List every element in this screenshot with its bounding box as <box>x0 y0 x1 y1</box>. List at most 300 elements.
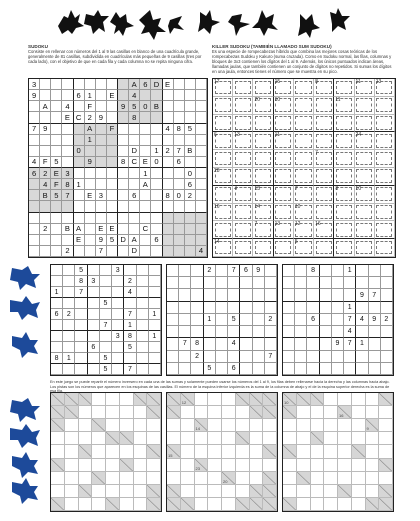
kakuro-entry-cell[interactable] <box>366 445 380 458</box>
sudoku16-cell[interactable] <box>85 235 96 246</box>
small-sudoku-cell[interactable] <box>179 351 191 363</box>
small-sudoku-cell[interactable]: 5 <box>75 265 87 276</box>
small-sudoku-cell[interactable] <box>240 326 252 338</box>
kakuro-entry-cell[interactable] <box>311 472 325 485</box>
killer-cell[interactable] <box>213 186 233 204</box>
kakuro-entry-cell[interactable] <box>283 459 297 472</box>
sudoku16-cell[interactable]: 7 <box>174 146 185 157</box>
small-sudoku-cell[interactable] <box>295 289 307 301</box>
small-sudoku-cell[interactable] <box>369 326 381 338</box>
sudoku16-cell[interactable]: 4 <box>40 179 51 190</box>
sudoku16-cell[interactable]: 4 <box>196 246 207 257</box>
small-sudoku-cell[interactable] <box>204 326 216 338</box>
sudoku16-cell[interactable] <box>140 90 151 101</box>
sudoku16-cell[interactable] <box>185 246 196 257</box>
kakuro-entry-cell[interactable] <box>222 419 236 432</box>
small-sudoku-cell[interactable] <box>344 277 356 289</box>
killer-cell[interactable] <box>375 97 395 115</box>
small-sudoku-cell[interactable] <box>88 265 100 276</box>
kakuro-clue-cell[interactable] <box>236 393 250 406</box>
kakuro-clue-cell[interactable] <box>51 393 65 406</box>
small-sudoku-cell[interactable] <box>179 363 191 375</box>
sudoku16-cell[interactable] <box>62 157 73 168</box>
kakuro-clue-cell[interactable] <box>65 406 79 419</box>
kakuro-entry-cell[interactable] <box>208 406 222 419</box>
sudoku16-cell[interactable] <box>107 201 118 212</box>
kakuro-clue-cell[interactable] <box>283 393 297 406</box>
small-sudoku-cell[interactable] <box>112 342 124 353</box>
small-sudoku-cell[interactable] <box>381 351 393 363</box>
kakuro-entry-cell[interactable] <box>208 432 222 445</box>
sudoku16-cell[interactable]: 0 <box>185 168 196 179</box>
sudoku16-cell[interactable]: 5 <box>185 124 196 135</box>
killer-cell[interactable] <box>233 204 253 222</box>
small-sudoku-cell[interactable]: 8 <box>75 276 87 287</box>
small-sudoku-cell[interactable] <box>369 363 381 375</box>
kakuro-entry-cell[interactable] <box>263 459 277 472</box>
sudoku16-cell[interactable]: B <box>185 146 196 157</box>
sudoku16-cell[interactable] <box>118 201 129 212</box>
sudoku16-cell[interactable]: 7 <box>96 246 107 257</box>
kakuro-entry-cell[interactable] <box>236 445 250 458</box>
sudoku16-cell[interactable] <box>107 213 118 224</box>
killer-cell[interactable] <box>253 150 273 168</box>
kakuro-entry-cell[interactable] <box>338 459 352 472</box>
sudoku16-cell[interactable]: E <box>96 224 107 235</box>
kakuro-clue-cell[interactable] <box>379 498 393 511</box>
small-sudoku-cell[interactable]: 1 <box>356 338 368 350</box>
sudoku16-cell[interactable] <box>140 246 151 257</box>
sudoku16-cell[interactable] <box>185 90 196 101</box>
small-sudoku-cell[interactable] <box>100 276 112 287</box>
sudoku16-cell[interactable]: A <box>85 124 96 135</box>
sudoku16-cell[interactable]: 6 <box>174 157 185 168</box>
killer-cell[interactable] <box>375 168 395 186</box>
sudoku16-cell[interactable] <box>185 201 196 212</box>
small-sudoku-cell[interactable] <box>124 265 136 276</box>
killer-cell[interactable] <box>375 221 395 239</box>
kakuro-entry-cell[interactable] <box>51 472 65 485</box>
kakuro-clue-cell[interactable] <box>236 432 250 445</box>
killer-cell[interactable] <box>294 132 314 150</box>
kakuro-entry-cell[interactable] <box>297 432 311 445</box>
small-sudoku-cell[interactable] <box>216 302 228 314</box>
kakuro-entry-cell[interactable] <box>352 485 366 498</box>
killer-cell[interactable] <box>314 239 334 257</box>
sudoku16-cell[interactable]: E <box>62 112 73 123</box>
killer-cell[interactable] <box>253 204 273 222</box>
small-sudoku-cell[interactable]: 5 <box>100 298 112 309</box>
killer-cell[interactable] <box>355 97 375 115</box>
small-sudoku-cell[interactable]: 7 <box>228 265 240 277</box>
kakuro-clue-cell[interactable] <box>263 406 277 419</box>
kakuro-clue-cell[interactable] <box>167 393 181 406</box>
kakuro-entry-cell[interactable] <box>352 472 366 485</box>
sudoku16-cell[interactable] <box>140 213 151 224</box>
kakuro-entry-cell[interactable] <box>134 459 148 472</box>
sudoku16-cell[interactable] <box>51 90 62 101</box>
small-sudoku-cell[interactable] <box>307 351 319 363</box>
small-sudoku-cell[interactable]: 5 <box>100 353 112 364</box>
small-sudoku-cell[interactable] <box>51 276 63 287</box>
kakuro-entry-cell[interactable] <box>92 432 106 445</box>
small-sudoku-cell[interactable] <box>149 353 161 364</box>
kakuro-entry-cell[interactable] <box>208 445 222 458</box>
kakuro-entry-cell[interactable] <box>297 485 311 498</box>
sudoku16-cell[interactable] <box>118 146 129 157</box>
sudoku16-cell[interactable] <box>129 201 140 212</box>
kakuro-clue-cell[interactable] <box>379 459 393 472</box>
sudoku16-cell[interactable]: 0 <box>174 190 185 201</box>
small-sudoku-cell[interactable] <box>137 287 149 298</box>
small-sudoku-cell[interactable] <box>167 277 179 289</box>
kakuro-entry-cell[interactable] <box>106 445 120 458</box>
sudoku16-cell[interactable] <box>29 246 40 257</box>
small-sudoku-cell[interactable] <box>253 363 265 375</box>
sudoku16-cell[interactable] <box>196 90 207 101</box>
sudoku16-cell[interactable] <box>185 135 196 146</box>
kakuro-entry-cell[interactable] <box>195 445 209 458</box>
small-sudoku-cell[interactable] <box>63 331 75 342</box>
kakuro-clue-cell[interactable] <box>120 459 134 472</box>
small-sudoku-cell[interactable] <box>216 351 228 363</box>
sudoku16-cell[interactable] <box>51 201 62 212</box>
small-sudoku-cell[interactable]: 9 <box>253 265 265 277</box>
small-sudoku-cell[interactable] <box>381 363 393 375</box>
kakuro-clue-cell[interactable] <box>147 406 161 419</box>
small-sudoku-cell[interactable] <box>137 353 149 364</box>
killer-cell[interactable] <box>334 168 354 186</box>
small-sudoku-cell[interactable]: 1 <box>344 302 356 314</box>
small-sudoku-cell[interactable]: 4 <box>344 326 356 338</box>
kakuro-entry-cell[interactable] <box>297 498 311 511</box>
kakuro-entry-cell[interactable] <box>65 419 79 432</box>
sudoku16-cell[interactable]: F <box>40 157 51 168</box>
sudoku16-cell[interactable]: 4 <box>163 124 174 135</box>
small-sudoku-cell[interactable] <box>369 338 381 350</box>
kakuro-entry-cell[interactable] <box>92 485 106 498</box>
killer-cell[interactable] <box>375 150 395 168</box>
sudoku16-cell[interactable]: 1 <box>85 90 96 101</box>
sudoku16-cell[interactable] <box>96 79 107 90</box>
small-sudoku-cell[interactable] <box>179 289 191 301</box>
kakuro-entry-cell[interactable] <box>366 406 380 419</box>
small-sudoku-cell[interactable] <box>179 302 191 314</box>
kakuro-entry-cell[interactable] <box>297 419 311 432</box>
small-sudoku-cell[interactable] <box>320 363 332 375</box>
kakuro-clue-cell[interactable] <box>263 393 277 406</box>
sudoku16-cell[interactable] <box>151 112 162 123</box>
killer-cell[interactable] <box>294 79 314 97</box>
small-sudoku-cell[interactable] <box>88 364 100 375</box>
small-sudoku-cell[interactable] <box>63 276 75 287</box>
sudoku16-cell[interactable] <box>163 112 174 123</box>
killer-cell[interactable] <box>274 168 294 186</box>
small-sudoku-cell[interactable] <box>191 277 203 289</box>
sudoku16-cell[interactable]: 0 <box>151 157 162 168</box>
sudoku16-cell[interactable] <box>29 224 40 235</box>
killer-cell[interactable] <box>213 204 233 222</box>
sudoku16-cell[interactable]: 2 <box>185 190 196 201</box>
small-sudoku-cell[interactable] <box>356 326 368 338</box>
sudoku16-cell[interactable] <box>51 79 62 90</box>
sudoku16-cell[interactable] <box>163 213 174 224</box>
kakuro-entry-cell[interactable] <box>92 393 106 406</box>
small-sudoku-cell[interactable] <box>63 342 75 353</box>
kakuro-entry-cell[interactable] <box>250 445 264 458</box>
small-sudoku-cell[interactable] <box>88 331 100 342</box>
sudoku16-cell[interactable] <box>29 112 40 123</box>
kakuro-entry-cell[interactable] <box>236 472 250 485</box>
killer-cell[interactable] <box>233 79 253 97</box>
small-sudoku-cell[interactable] <box>320 302 332 314</box>
sudoku16-cell[interactable]: 0 <box>140 101 151 112</box>
kakuro-entry-cell[interactable] <box>92 498 106 511</box>
sudoku16-cell[interactable]: 2 <box>40 224 51 235</box>
kakuro-entry-cell[interactable] <box>297 459 311 472</box>
kakuro-entry-cell[interactable] <box>283 485 297 498</box>
sudoku16-cell[interactable]: 1 <box>74 179 85 190</box>
small-sudoku-cell[interactable] <box>320 338 332 350</box>
small-sudoku-cell[interactable] <box>356 265 368 277</box>
kakuro-entry-cell[interactable] <box>51 485 65 498</box>
small-sudoku-cell[interactable]: 7 <box>100 320 112 331</box>
kakuro-entry-cell[interactable] <box>106 459 120 472</box>
kakuro-entry-cell[interactable] <box>134 419 148 432</box>
kakuro-clue-cell[interactable] <box>283 445 297 458</box>
kakuro-entry-cell[interactable] <box>208 498 222 511</box>
killer-cell[interactable] <box>233 150 253 168</box>
kakuro-clue-cell[interactable] <box>263 498 277 511</box>
killer-cell[interactable] <box>213 150 233 168</box>
killer-cell[interactable] <box>253 186 273 204</box>
small-sudoku-cell[interactable] <box>112 298 124 309</box>
sudoku16-cell[interactable]: E <box>85 190 96 201</box>
killer-cell[interactable] <box>375 239 395 257</box>
kakuro-entry-cell[interactable] <box>134 498 148 511</box>
killer-cell[interactable] <box>274 115 294 133</box>
small-sudoku-cell[interactable] <box>112 364 124 375</box>
sudoku16-cell[interactable] <box>174 135 185 146</box>
kakuro-entry-cell[interactable] <box>379 419 393 432</box>
small-sudoku-cell[interactable] <box>216 326 228 338</box>
sudoku16-cell[interactable] <box>118 213 129 224</box>
small-sudoku-cell[interactable] <box>344 351 356 363</box>
sudoku16-cell[interactable]: 9 <box>40 124 51 135</box>
small-sudoku-cell[interactable]: 6 <box>51 309 63 320</box>
kakuro-clue-cell[interactable] <box>311 432 325 445</box>
kakuro-clue-cell[interactable] <box>283 406 297 419</box>
small-sudoku-cell[interactable] <box>344 289 356 301</box>
kakuro-clue-cell[interactable] <box>379 485 393 498</box>
sudoku16-cell[interactable]: A <box>129 235 140 246</box>
small-sudoku-cell[interactable] <box>307 363 319 375</box>
sudoku16-cell[interactable] <box>96 90 107 101</box>
killer-cell[interactable] <box>213 239 233 257</box>
small-sudoku-cell[interactable] <box>307 289 319 301</box>
small-sudoku-cell[interactable]: 3 <box>112 265 124 276</box>
kakuro-entry-cell[interactable] <box>120 406 134 419</box>
small-sudoku-cell[interactable] <box>295 326 307 338</box>
small-sudoku-cell[interactable] <box>369 265 381 277</box>
small-sudoku-cell[interactable]: 5 <box>204 363 216 375</box>
kakuro-entry-cell[interactable] <box>181 472 195 485</box>
kakuro-entry-cell[interactable] <box>120 445 134 458</box>
sudoku16-cell[interactable] <box>118 224 129 235</box>
killer-cell[interactable] <box>253 115 273 133</box>
kakuro-entry-cell[interactable] <box>297 445 311 458</box>
sudoku16-cell[interactable]: 1 <box>151 146 162 157</box>
kakuro-clue-cell[interactable] <box>297 393 311 406</box>
sudoku16-cell[interactable] <box>85 201 96 212</box>
sudoku16-cell[interactable] <box>174 112 185 123</box>
sudoku16-cell[interactable] <box>107 179 118 190</box>
small-sudoku-cell[interactable]: 7 <box>265 351 277 363</box>
sudoku16-cell[interactable] <box>62 213 73 224</box>
sudoku16-cell[interactable] <box>196 168 207 179</box>
small-sudoku-cell[interactable] <box>216 314 228 326</box>
small-sudoku-cell[interactable] <box>240 302 252 314</box>
sudoku16-cell[interactable] <box>151 124 162 135</box>
kakuro-entry-cell[interactable] <box>195 393 209 406</box>
sudoku16-cell[interactable] <box>74 124 85 135</box>
small-sudoku-cell[interactable]: 5 <box>228 314 240 326</box>
kakuro-entry-cell[interactable] <box>324 419 338 432</box>
small-sudoku-cell[interactable] <box>75 331 87 342</box>
sudoku16-cell[interactable] <box>51 213 62 224</box>
sudoku16-cell[interactable] <box>29 135 40 146</box>
small-sudoku-cell[interactable] <box>295 314 307 326</box>
small-sudoku-cell[interactable] <box>332 265 344 277</box>
killer-cell[interactable] <box>213 115 233 133</box>
killer-cell[interactable] <box>314 132 334 150</box>
kakuro-entry-cell[interactable] <box>79 406 93 419</box>
kakuro-entry-cell[interactable] <box>92 459 106 472</box>
small-sudoku-cell[interactable] <box>228 326 240 338</box>
kakuro-entry-cell[interactable] <box>366 485 380 498</box>
kakuro-entry-cell[interactable] <box>208 459 222 472</box>
kakuro-entry-cell[interactable] <box>366 472 380 485</box>
killer-cell[interactable] <box>294 115 314 133</box>
kakuro-entry-cell[interactable] <box>106 406 120 419</box>
sudoku16-cell[interactable] <box>196 135 207 146</box>
kakuro-entry-cell[interactable] <box>208 393 222 406</box>
killer-cell[interactable] <box>334 204 354 222</box>
small-sudoku-cell[interactable] <box>265 326 277 338</box>
small-sudoku-cell[interactable]: 2 <box>265 314 277 326</box>
sudoku16-cell[interactable] <box>96 168 107 179</box>
small-sudoku-cell[interactable] <box>253 289 265 301</box>
sudoku16-cell[interactable] <box>174 79 185 90</box>
kakuro-entry-cell[interactable] <box>338 432 352 445</box>
small-sudoku-cell[interactable] <box>88 298 100 309</box>
small-sudoku-cell[interactable] <box>179 314 191 326</box>
small-sudoku-cell[interactable]: 1 <box>51 287 63 298</box>
small-sudoku-cell[interactable] <box>191 314 203 326</box>
sudoku16-cell[interactable] <box>74 101 85 112</box>
sudoku16-cell[interactable] <box>62 135 73 146</box>
sudoku16-cell[interactable] <box>129 124 140 135</box>
sudoku16-cell[interactable] <box>196 146 207 157</box>
sudoku16-cell[interactable] <box>40 112 51 123</box>
kakuro-entry-cell[interactable] <box>352 393 366 406</box>
small-sudoku-cell[interactable]: 3 <box>112 331 124 342</box>
small-sudoku-cell[interactable] <box>63 265 75 276</box>
small-sudoku-cell[interactable] <box>63 364 75 375</box>
sudoku16-cell[interactable] <box>151 168 162 179</box>
sudoku16-cell[interactable] <box>174 213 185 224</box>
small-sudoku-cell[interactable] <box>295 302 307 314</box>
kakuro-entry-cell[interactable] <box>311 485 325 498</box>
sudoku16-cell[interactable] <box>174 179 185 190</box>
sudoku16-cell[interactable] <box>29 146 40 157</box>
small-sudoku-cell[interactable] <box>63 298 75 309</box>
small-sudoku-cell[interactable] <box>295 363 307 375</box>
sudoku16-cell[interactable] <box>40 146 51 157</box>
small-sudoku-cell[interactable] <box>63 320 75 331</box>
small-sudoku-cell[interactable] <box>216 289 228 301</box>
sudoku16-cell[interactable] <box>140 146 151 157</box>
kakuro-entry-cell[interactable] <box>222 485 236 498</box>
sudoku16-cell[interactable]: 9 <box>96 235 107 246</box>
small-sudoku-cell[interactable] <box>240 363 252 375</box>
kakuro-clue-cell[interactable] <box>79 445 93 458</box>
kakuro-entry-cell[interactable] <box>324 432 338 445</box>
small-sudoku-cell[interactable] <box>88 320 100 331</box>
kakuro-clue-cell[interactable] <box>120 432 134 445</box>
sudoku16-cell[interactable] <box>107 168 118 179</box>
killer-cell[interactable] <box>253 221 273 239</box>
sudoku16-cell[interactable] <box>140 190 151 201</box>
killer-cell[interactable] <box>375 79 395 97</box>
sudoku16-cell[interactable]: 4 <box>29 157 40 168</box>
sudoku16-cell[interactable] <box>51 235 62 246</box>
kakuro-clue-cell[interactable] <box>297 472 311 485</box>
kakuro-entry-cell[interactable] <box>181 406 195 419</box>
sudoku16-cell[interactable]: 3 <box>96 190 107 201</box>
small-sudoku-cell[interactable]: 7 <box>344 338 356 350</box>
killer-cell[interactable] <box>253 239 273 257</box>
sudoku16-cell[interactable] <box>118 135 129 146</box>
kakuro-clue-cell[interactable] <box>65 393 79 406</box>
small-sudoku-cell[interactable] <box>320 351 332 363</box>
small-sudoku-cell[interactable] <box>191 302 203 314</box>
killer-cell[interactable] <box>355 79 375 97</box>
small-sudoku-cell[interactable] <box>356 351 368 363</box>
kakuro-entry-cell[interactable] <box>92 445 106 458</box>
small-sudoku-cell[interactable] <box>283 363 295 375</box>
kakuro-entry-cell[interactable] <box>324 459 338 472</box>
killer-cell[interactable] <box>274 186 294 204</box>
killer-cell[interactable] <box>274 150 294 168</box>
sudoku16-cell[interactable] <box>29 190 40 201</box>
killer-cell[interactable] <box>233 132 253 150</box>
small-sudoku-cell[interactable]: 8 <box>51 353 63 364</box>
small-sudoku-cell[interactable] <box>381 338 393 350</box>
kakuro-entry-cell[interactable] <box>352 459 366 472</box>
small-sudoku-cell[interactable] <box>167 302 179 314</box>
killer-cell[interactable] <box>294 168 314 186</box>
small-sudoku-cell[interactable] <box>381 265 393 277</box>
small-sudoku-cell[interactable] <box>137 331 149 342</box>
small-sudoku-cell[interactable]: 9 <box>356 289 368 301</box>
killer-cell[interactable] <box>294 221 314 239</box>
sudoku16-cell[interactable] <box>62 201 73 212</box>
sudoku16-cell[interactable] <box>163 90 174 101</box>
sudoku16-cell[interactable] <box>163 246 174 257</box>
kakuro-clue-cell[interactable] <box>379 393 393 406</box>
kakuro-entry-cell[interactable] <box>195 472 209 485</box>
